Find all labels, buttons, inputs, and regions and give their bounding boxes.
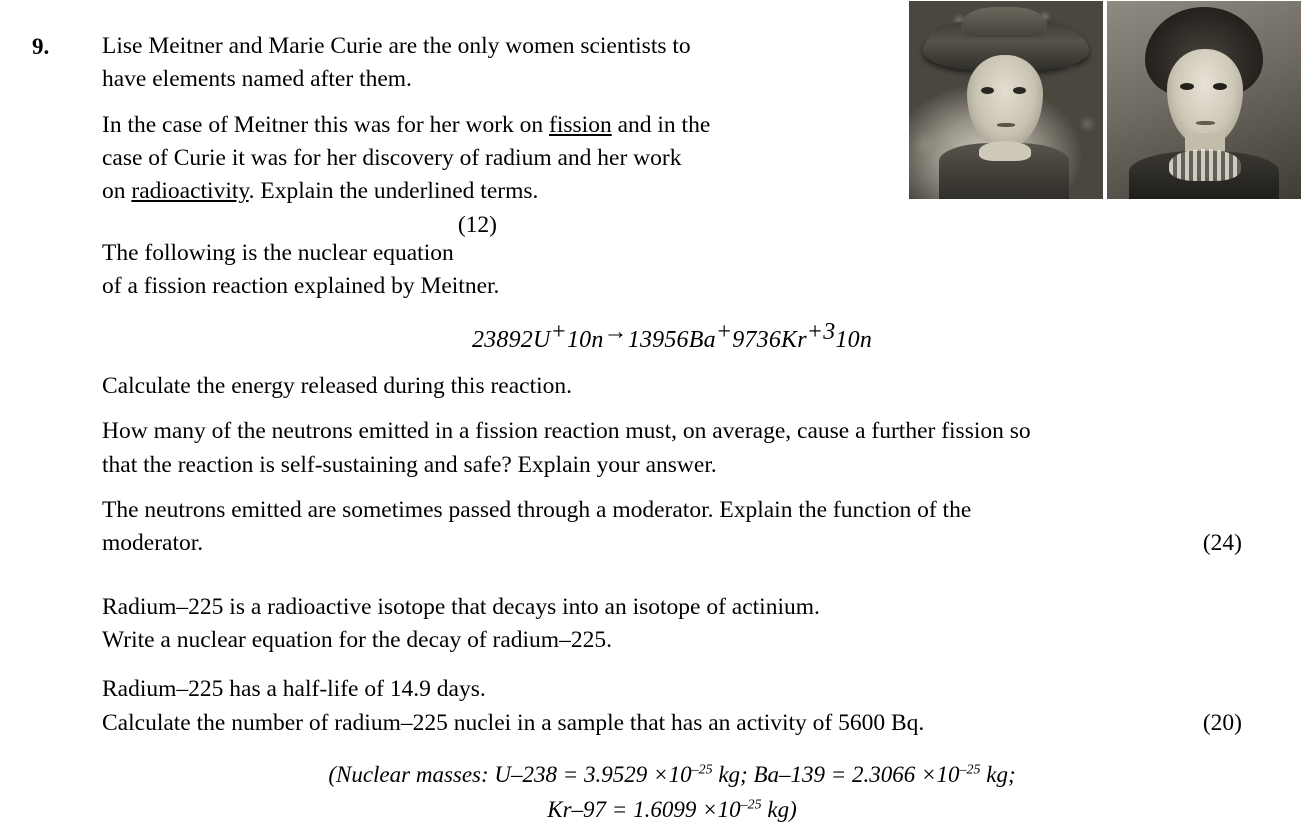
neutrons-line-2: that the reaction is self-sustaining and safe? Explain your answer.	[102, 451, 717, 478]
nuclide-n1: 10n	[566, 326, 604, 353]
radium-paragraph	[102, 591, 1242, 658]
halflife-line-1: Radium–225 has a half-life of 14.9 days.	[102, 676, 486, 703]
masses-exponent-2: –25	[959, 762, 981, 778]
intro-line-1: Lise Meitner and Marie Curie are the only women scientists to	[102, 33, 691, 59]
marks-moderator: (24)	[1202, 530, 1242, 557]
nuclear-masses-note	[102, 758, 1242, 827]
operator-arrow: →	[603, 318, 628, 345]
masses-line-1-c: kg;	[980, 762, 1016, 788]
part-a-line-1-post: and in the	[611, 111, 711, 138]
masses-line-1	[102, 758, 1242, 793]
moderator-paragraph	[102, 494, 1242, 561]
part-a-line-2: case of Curie it was for her discovery of radium and her work	[102, 145, 682, 172]
halflife-line-2: Calculate the number of radium–225 nuclei in a sample that has an activity of 5600 Bq.	[102, 709, 925, 736]
marks-part-a: (12)	[457, 211, 497, 238]
neutrons-line-1: How many of the neutrons emitted in a fission reaction must, on average, cause a further fission so	[102, 418, 1031, 445]
nuclide-ba139: 13956Ba	[627, 326, 716, 353]
masses-line-2-a: Kr–97 = 1.6099 ×10	[547, 796, 741, 822]
nuclide-kr97: 9736Kr	[732, 326, 807, 353]
masses-exponent-1: –25	[691, 762, 713, 778]
intro-line-2: have elements named after them.	[102, 66, 412, 93]
part-a-paragraph	[102, 109, 837, 238]
radium-line-2: Write a nuclear equation for the decay of radium–225.	[102, 627, 612, 654]
operator-plus-1: +	[550, 318, 567, 345]
question-number: 9.	[32, 34, 50, 59]
masses-line-2-b: kg)	[761, 796, 797, 822]
masses-exponent-3: –25	[740, 796, 762, 812]
masses-line-1-a: (Nuclear masses: U–238 = 3.9529 ×10	[328, 762, 692, 788]
masses-line-2	[102, 793, 1242, 827]
operator-plus-2: +	[715, 318, 733, 345]
marks-halflife: (20)	[1202, 709, 1242, 736]
masses-line-1-b: kg; Ba–139 = 2.3066 ×10	[712, 762, 960, 788]
moderator-line-2: moderator.	[102, 530, 204, 557]
operator-plus-3: +3	[806, 318, 836, 345]
part-a-line-3-pre: on	[102, 178, 132, 205]
part-a-line-3-post: . Explain the underlined terms.	[248, 178, 539, 205]
calculate-energy-line: Calculate the energy released during this reaction.	[102, 372, 573, 399]
neutrons-paragraph	[102, 415, 1242, 482]
intro-paragraph	[102, 30, 837, 97]
nuclide-u238: 23892U	[471, 326, 551, 353]
underlined-term-radioactivity: radioactivity	[131, 178, 249, 205]
nuclide-n1-product: 10n	[835, 326, 873, 353]
equation-intro: The following is the nuclear equation of a fission reaction explained by Meitner.	[102, 239, 500, 300]
nuclear-fission-equation	[102, 318, 1242, 354]
radium-line-1: Radium–225 is a radioactive isotope that decays into an isotope of actinium.	[102, 593, 820, 620]
question-body	[102, 30, 1242, 827]
moderator-line-1: The neutrons emitted are sometimes passed through a moderator. Explain the function of the	[102, 496, 972, 523]
halflife-paragraph	[102, 673, 1242, 740]
part-a-line-1-pre: In the case of Meitner this was for her work on	[102, 111, 550, 138]
underlined-term-fission: fission	[549, 111, 612, 138]
radium-block	[102, 591, 1242, 740]
